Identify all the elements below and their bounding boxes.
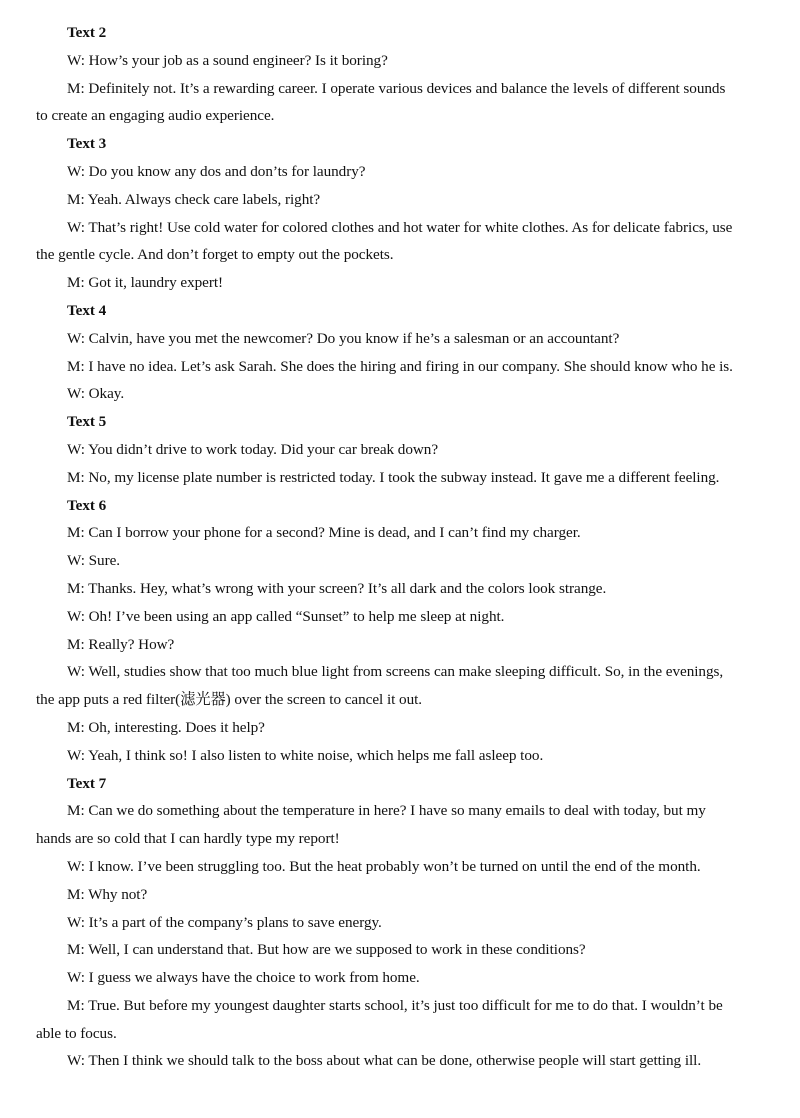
section-heading: Text 6 bbox=[67, 496, 107, 514]
section-heading: Text 4 bbox=[67, 301, 107, 319]
dialogue-line: M: Really? How? bbox=[67, 635, 175, 653]
dialogue-line: W: I know. I’ve been struggling too. But the heat probably won’t be turned on until the end of the month. bbox=[67, 857, 701, 875]
dialogue-line-continuation: hands are so cold that I can hardly type my report! bbox=[36, 830, 340, 848]
dialogue-line: M: Why not? bbox=[67, 885, 148, 903]
dialogue-line: M: True. But before my youngest daughter starts school, it’s just too difficult for me to do that. I wouldn’t be bbox=[67, 996, 723, 1014]
dialogue-line: M: Can I borrow your phone for a second? Mine is dead, and I can’t find my charger. bbox=[67, 524, 581, 542]
dialogue-line: W: Well, studies show that too much blue light from screens can make sleeping difficult. So, in the evenings, bbox=[67, 663, 724, 681]
dialogue-line: M: Well, I can understand that. But how are we supposed to work in these conditions? bbox=[67, 941, 586, 959]
dialogue-line-continuation: the app puts a red filter(滤光器) over the screen to cancel it out. bbox=[36, 691, 423, 709]
dialogue-line: M: Definitely not. It’s a rewarding career. I operate various devices and balance the levels of different sounds bbox=[67, 79, 726, 97]
dialogue-line: M: I have no idea. Let’s ask Sarah. She does the hiring and firing in our company. She should know who he is. bbox=[67, 357, 733, 375]
dialogue-line: W: It’s a part of the company’s plans to save energy. bbox=[67, 913, 382, 931]
dialogue-line-continuation: able to focus. bbox=[36, 1024, 117, 1042]
dialogue-line: M: No, my license plate number is restricted today. I took the subway instead. It gave me a different feeling. bbox=[67, 468, 720, 486]
section-heading: Text 7 bbox=[67, 774, 107, 792]
dialogue-line: M: Can we do something about the temperature in here? I have so many emails to deal with today, but my bbox=[67, 802, 706, 820]
dialogue-line-continuation: the gentle cycle. And don’t forget to empty out the pockets. bbox=[36, 246, 394, 264]
dialogue-line: W: Okay. bbox=[67, 385, 125, 403]
section-heading: Text 5 bbox=[67, 413, 107, 431]
dialogue-line: M: Thanks. Hey, what’s wrong with your screen? It’s all dark and the colors look strange. bbox=[67, 579, 607, 597]
dialogue-line-continuation: to create an engaging audio experience. bbox=[36, 107, 275, 125]
dialogue-line: W: How’s your job as a sound engineer? Is it boring? bbox=[67, 51, 388, 69]
dialogue-line: W: Oh! I’ve been using an app called “Sunset” to help me sleep at night. bbox=[67, 607, 505, 625]
dialogue-line: M: Yeah. Always check care labels, right? bbox=[67, 190, 321, 208]
section-heading: Text 3 bbox=[67, 135, 107, 153]
transcript-page bbox=[0, 19, 800, 1075]
dialogue-line: W: That’s right! Use cold water for colored clothes and hot water for white clothes. As for delicate fabrics, use bbox=[67, 218, 733, 236]
dialogue-line: W: Calvin, have you met the newcomer? Do you know if he’s a salesman or an accountant? bbox=[67, 329, 620, 347]
dialogue-line: W: Then I think we should talk to the boss about what can be done, otherwise people will start getting ill. bbox=[67, 1052, 702, 1070]
dialogue-line: W: Do you know any dos and don’ts for laundry? bbox=[67, 162, 366, 180]
dialogue-line: W: You didn’t drive to work today. Did your car break down? bbox=[67, 440, 439, 458]
dialogue-line: W: I guess we always have the choice to work from home. bbox=[67, 969, 420, 987]
dialogue-line: W: Sure. bbox=[67, 552, 121, 570]
dialogue-line: M: Got it, laundry expert! bbox=[67, 274, 224, 292]
section-heading: Text 2 bbox=[67, 24, 107, 41]
dialogue-line: W: Yeah, I think so! I also listen to white noise, which helps me fall asleep too. bbox=[67, 746, 544, 764]
dialogue-line: M: Oh, interesting. Does it help? bbox=[67, 718, 265, 736]
